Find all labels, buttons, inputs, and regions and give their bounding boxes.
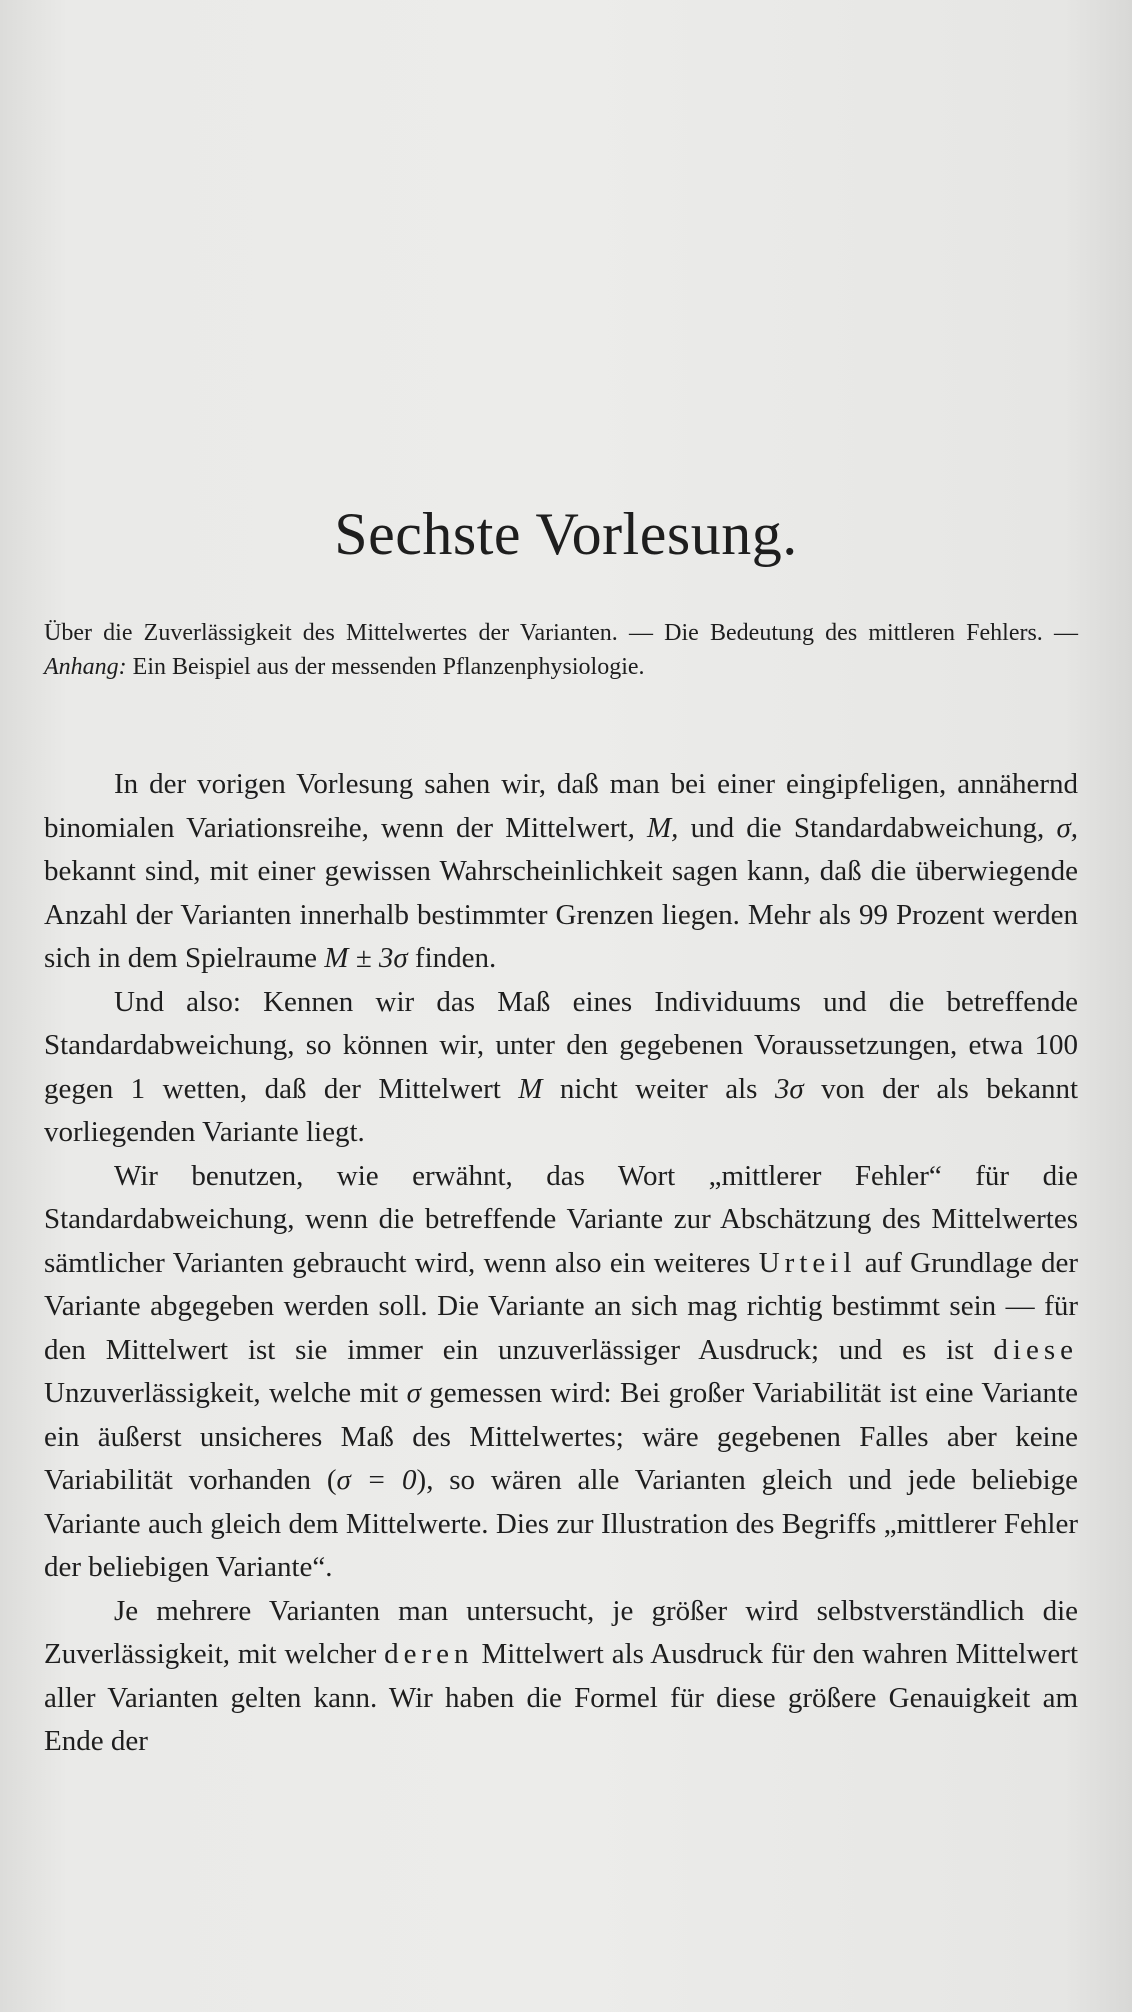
summary-text-2: Ein Beispiel aus der messenden Pflanzenphysiologie. — [126, 654, 645, 680]
chapter-summary — [44, 616, 1078, 684]
paragraph-2-text-3: von der als bekannt vorliegenden Variante liegt. — [44, 1072, 1078, 1148]
math-mean-symbol: M, — [647, 811, 679, 844]
spaced-emphasis-urteil: Urteil — [758, 1246, 857, 1279]
math-range-expression: M ± 3σ — [324, 942, 408, 974]
math-sigma-zero: σ = 0 — [336, 1464, 417, 1496]
math-sigma-symbol: σ, — [1056, 811, 1078, 844]
paragraph-3-text-2: auf Grundlage der Variante abgegeben werden soll. Die Variante an sich mag richtig bestimmt sein — für den Mittelwert ist sie immer ein unzuverlässiger Ausdruck; und es ist — [44, 1246, 1078, 1366]
chapter-title: Sechste Vorlesung. — [334, 501, 798, 567]
body-text — [44, 763, 1078, 1764]
paragraph-4-text-2: Mittelwert als Ausdruck für den wahren Mittelwert aller Varianten gelten kann. Wir haben die Formel für diese größere Genauigkeit am Ende der — [44, 1638, 1079, 1757]
math-mean-symbol: M — [518, 1072, 543, 1105]
paragraph-3-text-1: Wir benutzen, wie erwähnt, das Wort „mittlerer Fehler“ für die Standardabweichung, wenn die betreffende Variante zur Abschätzung des Mittelwertes sämtlicher Varianten gebraucht wird, wenn also ein weiteres — [44, 1159, 1078, 1279]
summary-text-1: Über die Zuverlässigkeit des Mittelwertes der Varianten. — Die Bedeutung des mittleren Fehlers. — — [44, 620, 1078, 646]
summary-anhang-label: Anhang: — [44, 654, 127, 680]
paragraph-4-text-1: Je mehrere Varianten man untersucht, je größer wird selbstverständlich die Zuverlässigkeit, mit welcher — [44, 1594, 1078, 1670]
paragraph-4 — [44, 1590, 1078, 1764]
paragraph-1-text-4: finden. — [407, 942, 497, 974]
paragraph-2-text-1: Und also: Kennen wir das Maß eines Individuums und die betreffende Standardabweichung, so können wir, unter den gegebenen Voraussetzungen, etwa 100 gegen 1 wetten, daß der Mittelwert — [44, 985, 1078, 1105]
math-three-sigma: 3σ — [774, 1072, 804, 1105]
paragraph-3 — [44, 1155, 1078, 1590]
paragraph-3-text-5: ), so wären alle Varianten gleich und jede beliebige Variante auch gleich dem Mittelwerte. Dies zur Illustration des Begriffs „mittlerer Fehler der beliebigen Variante“. — [44, 1464, 1078, 1583]
spaced-emphasis-diese: diese — [993, 1333, 1078, 1366]
paragraph-3-text-4: gemessen wird: Bei großer Variabilität ist eine Variante ein äußerst unsicheres Maß des Mittelwertes; wäre gegebenen Falles aber keine Variabilität vorhanden ( — [44, 1377, 1078, 1496]
paragraph-1-text-1: In der vorigen Vorlesung sahen wir, daß man bei einer eingipfeligen, annähernd binomialen Variationsreihe, wenn der Mittelwert, — [44, 768, 1078, 844]
paragraph-1 — [44, 763, 1078, 981]
paragraph-3-text-3: Unzuverlässigkeit, welche mit — [44, 1377, 407, 1409]
spaced-emphasis-deren: deren — [384, 1638, 474, 1670]
paragraph-2-text-2: nicht weiter als — [542, 1072, 775, 1105]
paragraph-2 — [44, 981, 1078, 1155]
math-sigma-symbol: σ — [406, 1377, 421, 1409]
paragraph-1-text-3: bekannt sind, mit einer gewissen Wahrscheinlichkeit sagen kann, daß die überwiegende Anzahl der Varianten innerhalb bestimmter Grenzen liegen. Mehr als 99 Prozent werden sich in dem Spielraume — [44, 855, 1078, 974]
paragraph-1-text-2: und die Standardabweichung, — [678, 811, 1057, 844]
